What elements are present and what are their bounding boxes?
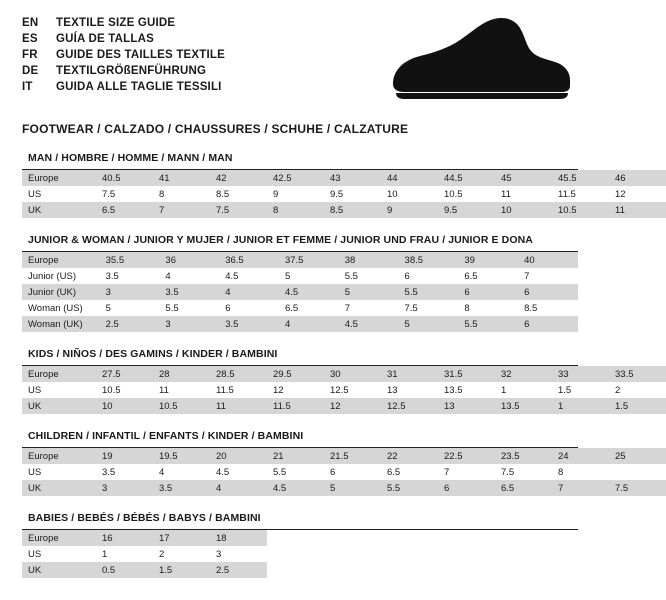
size-group-title: JUNIOR & WOMAN / JUNIOR Y MUJER / JUNIOR ET FEMME / JUNIOR UND FRAU / JUNIOR E DONA [22, 234, 578, 252]
size-cell: 11.5 [216, 384, 234, 396]
language-row [22, 80, 225, 94]
size-cell: 6 [330, 466, 336, 478]
size-cell: 5.5 [381, 480, 438, 496]
row-label: Woman (UK) [22, 316, 100, 332]
table-row [22, 186, 666, 202]
size-cell: 10.5 [153, 398, 210, 414]
size-cell: 5.5 [273, 466, 287, 478]
size-table [22, 448, 666, 496]
table-row [22, 316, 578, 332]
size-cell: 3.5 [159, 284, 219, 300]
size-cell: 6 [518, 316, 578, 332]
size-cell: 5.5 [458, 316, 518, 332]
table-row [22, 252, 578, 268]
language-code: EN [22, 17, 39, 29]
row-label: UK [22, 562, 96, 578]
size-cell: 18 [210, 530, 267, 546]
size-cell: 23.5 [495, 448, 552, 464]
size-cell: 8 [267, 202, 324, 218]
language-row [22, 16, 225, 30]
size-cell: 9.5 [330, 188, 344, 200]
size-cell: 8 [464, 302, 470, 314]
language-title-list [22, 14, 225, 94]
row-label: Woman (US) [28, 302, 83, 314]
size-cell: 13 [438, 398, 495, 414]
language-code: FR [22, 49, 38, 61]
size-cell: 12 [273, 384, 284, 396]
size-cell: 6.5 [96, 202, 153, 218]
size-cell: 45 [495, 170, 552, 186]
table-row [22, 268, 578, 284]
size-cell: 19 [96, 448, 153, 464]
size-cell: 3 [100, 284, 160, 300]
size-cell: 4.5 [267, 480, 324, 496]
size-cell: 1 [552, 398, 609, 414]
size-cell: 10.5 [552, 202, 609, 218]
size-cell: 42.5 [267, 170, 324, 186]
size-cell: 5 [284, 270, 291, 282]
language-title: GUÍA DE TALLAS [56, 33, 154, 45]
row-label: US [28, 548, 42, 560]
size-cell: 5 [324, 480, 381, 496]
size-cell: 6.5 [464, 270, 478, 282]
language-code: IT [22, 81, 33, 93]
size-cell: 40.5 [96, 170, 153, 186]
size-cell: 11 [609, 202, 666, 218]
table-row [22, 530, 267, 546]
size-cell: 7 [524, 270, 530, 282]
size-cell: 7 [344, 302, 351, 314]
size-cell: 22 [381, 448, 438, 464]
size-cell: 13.5 [495, 398, 552, 414]
language-title: TEXTILE SIZE GUIDE [56, 17, 176, 29]
size-cell: 8.5 [324, 202, 381, 218]
size-cell: 1.5 [609, 398, 666, 414]
table-row [22, 202, 666, 218]
size-cell: 4 [279, 316, 339, 332]
language-row [22, 64, 225, 78]
table-row [22, 398, 666, 414]
size-cell: 3 [96, 480, 153, 496]
size-cell: 5 [339, 284, 399, 300]
size-cell: 4.5 [225, 270, 239, 282]
size-cell: 24 [552, 448, 609, 464]
size-cell: 8.5 [524, 302, 538, 314]
size-cell: 36 [159, 252, 219, 268]
table-row [22, 382, 666, 398]
size-cell: 1 [102, 548, 108, 560]
row-label: Europe [22, 170, 96, 186]
size-tables-container [22, 152, 634, 578]
table-row [22, 284, 578, 300]
size-cell: 19.5 [153, 448, 210, 464]
size-cell: 37.5 [279, 252, 339, 268]
size-cell: 6 [438, 480, 495, 496]
size-table [22, 252, 578, 332]
language-code: DE [22, 65, 39, 77]
size-cell: 4.5 [216, 466, 230, 478]
size-cell: 1.5 [558, 384, 572, 396]
size-cell: 6.5 [387, 466, 401, 478]
size-cell: 3.5 [105, 270, 119, 282]
size-cell: 39 [458, 252, 518, 268]
size-cell: 46 [609, 170, 666, 186]
size-cell: 27.5 [96, 366, 153, 382]
language-title: TEXTILGRÖßENFÜHRUNG [56, 65, 207, 77]
row-label: Europe [22, 448, 96, 464]
size-cell: 7.5 [609, 480, 666, 496]
size-cell: 2 [615, 384, 621, 396]
size-cell: 3 [216, 548, 222, 560]
size-cell: 3.5 [153, 480, 210, 496]
size-cell: 31.5 [438, 366, 495, 382]
language-code: ES [22, 33, 38, 45]
dress-shoe-icon [382, 14, 572, 106]
size-cell: 30 [324, 366, 381, 382]
size-cell: 7 [552, 480, 609, 496]
size-group [22, 348, 634, 414]
size-cell: 7.5 [501, 466, 515, 478]
size-cell: 7 [444, 466, 450, 478]
size-cell: 10 [495, 202, 552, 218]
table-row [22, 464, 666, 480]
size-cell: 4 [210, 480, 267, 496]
size-group [22, 430, 629, 496]
size-cell: 1 [501, 384, 507, 396]
size-group-title: KIDS / NIÑOS / DES GAMINS / KINDER / BAMBINI [22, 348, 578, 366]
table-row [22, 562, 267, 578]
size-cell: 11.5 [267, 398, 324, 414]
size-cell: 8 [558, 466, 564, 478]
size-cell: 5.5 [344, 270, 358, 282]
page-header [22, 14, 578, 106]
size-cell: 6.5 [284, 302, 299, 314]
size-cell: 5.5 [165, 302, 179, 314]
size-cell: 2 [159, 548, 165, 560]
size-cell: 5.5 [399, 284, 459, 300]
size-cell: 7 [153, 202, 210, 218]
row-label: US [28, 384, 42, 396]
size-cell: 3.5 [102, 466, 116, 478]
size-cell: 13 [387, 384, 398, 396]
size-cell: 4 [219, 284, 279, 300]
size-cell: 5 [105, 302, 111, 314]
table-row [22, 170, 666, 186]
size-group-title: MAN / HOMBRE / HOMME / MANN / MAN [22, 152, 578, 170]
size-cell: 11 [501, 188, 511, 200]
size-table [22, 366, 666, 414]
size-cell: 25 [609, 448, 666, 464]
language-row [22, 48, 225, 62]
size-cell: 44.5 [438, 170, 495, 186]
size-cell: 45.5 [552, 170, 609, 186]
size-cell: 41 [153, 170, 210, 186]
size-cell: 43 [324, 170, 381, 186]
size-cell: 6 [458, 284, 518, 300]
row-label: UK [22, 398, 96, 414]
size-cell: 28 [153, 366, 210, 382]
size-cell: 10.5 [444, 188, 463, 200]
size-cell: 21.5 [324, 448, 381, 464]
size-cell: 5 [399, 316, 459, 332]
size-cell: 42 [210, 170, 267, 186]
row-label: Junior (US) [28, 270, 77, 282]
size-table [22, 530, 267, 578]
table-row [22, 480, 666, 496]
row-label: US [28, 466, 42, 478]
row-label: UK [22, 480, 96, 496]
size-cell: 6 [404, 270, 410, 282]
size-cell: 4 [159, 466, 165, 478]
size-cell: 3 [159, 316, 219, 332]
size-cell: 9.5 [438, 202, 495, 218]
size-cell: 4.5 [279, 284, 339, 300]
size-table [22, 170, 666, 218]
size-cell: 36.5 [219, 252, 279, 268]
size-cell: 7.5 [102, 188, 116, 200]
size-cell: 29.5 [267, 366, 324, 382]
size-cell: 2.5 [210, 562, 267, 578]
size-cell: 7.5 [404, 302, 418, 314]
size-group [22, 152, 626, 218]
size-cell: 38 [339, 252, 399, 268]
size-cell: 20 [210, 448, 267, 464]
table-row [22, 366, 666, 382]
size-cell: 3.5 [219, 316, 279, 332]
size-cell: 7.5 [210, 202, 267, 218]
size-group-title: BABIES / BEBÉS / BÉBÉS / BABYS / BAMBINI [22, 512, 578, 530]
size-cell: 11.5 [558, 188, 576, 200]
size-cell: 44 [381, 170, 438, 186]
size-cell [609, 464, 666, 480]
row-label: Europe [22, 530, 96, 546]
size-cell: 11 [210, 398, 267, 414]
row-label: US [28, 188, 42, 200]
size-cell: 35.5 [100, 252, 160, 268]
size-cell: 4.5 [339, 316, 399, 332]
table-row [22, 300, 578, 316]
size-cell: 9 [381, 202, 438, 218]
size-cell: 8.5 [216, 188, 230, 200]
size-cell: 10.5 [102, 384, 121, 396]
size-cell: 12 [615, 188, 626, 200]
size-cell: 16 [96, 530, 153, 546]
size-cell: 11 [159, 384, 169, 396]
row-label: Europe [22, 366, 96, 382]
size-cell: 28.5 [210, 366, 267, 382]
size-group [22, 234, 578, 332]
size-cell: 6 [518, 284, 578, 300]
size-cell: 12 [324, 398, 381, 414]
size-cell: 32 [495, 366, 552, 382]
size-cell: 10 [387, 188, 398, 200]
size-cell: 31 [381, 366, 438, 382]
size-cell: 22.5 [438, 448, 495, 464]
language-row [22, 32, 225, 46]
size-cell: 13.5 [444, 384, 463, 396]
language-title: GUIDA ALLE TAGLIE TESSILI [56, 81, 222, 93]
size-cell: 33.5 [609, 366, 666, 382]
size-group [22, 512, 578, 578]
size-cell: 17 [153, 530, 210, 546]
row-label: Europe [22, 252, 100, 268]
size-cell: 33 [552, 366, 609, 382]
size-cell: 10 [96, 398, 153, 414]
size-cell: 1.5 [153, 562, 210, 578]
language-title: GUIDE DES TAILLES TEXTILE [56, 49, 225, 61]
size-cell: 0.5 [96, 562, 153, 578]
size-cell: 9 [273, 188, 279, 200]
table-row [22, 546, 267, 562]
size-cell: 12.5 [381, 398, 438, 414]
size-cell: 40 [518, 252, 578, 268]
size-cell: 2.5 [100, 316, 160, 332]
page-title: FOOTWEAR / CALZADO / CHAUSSURES / SCHUHE / CALZATURE [22, 122, 409, 136]
size-cell: 6.5 [495, 480, 552, 496]
size-cell: 8 [159, 188, 165, 200]
size-group-title: CHILDREN / INFANTIL / ENFANTS / KINDER / BAMBINI [22, 430, 578, 448]
size-cell: 21 [267, 448, 324, 464]
size-cell: 6 [225, 302, 231, 314]
size-cell: 38.5 [399, 252, 459, 268]
row-label: UK [22, 202, 96, 218]
row-label: Junior (UK) [22, 284, 100, 300]
size-cell: 4 [165, 270, 171, 282]
table-row [22, 448, 666, 464]
size-cell: 12.5 [330, 384, 349, 396]
